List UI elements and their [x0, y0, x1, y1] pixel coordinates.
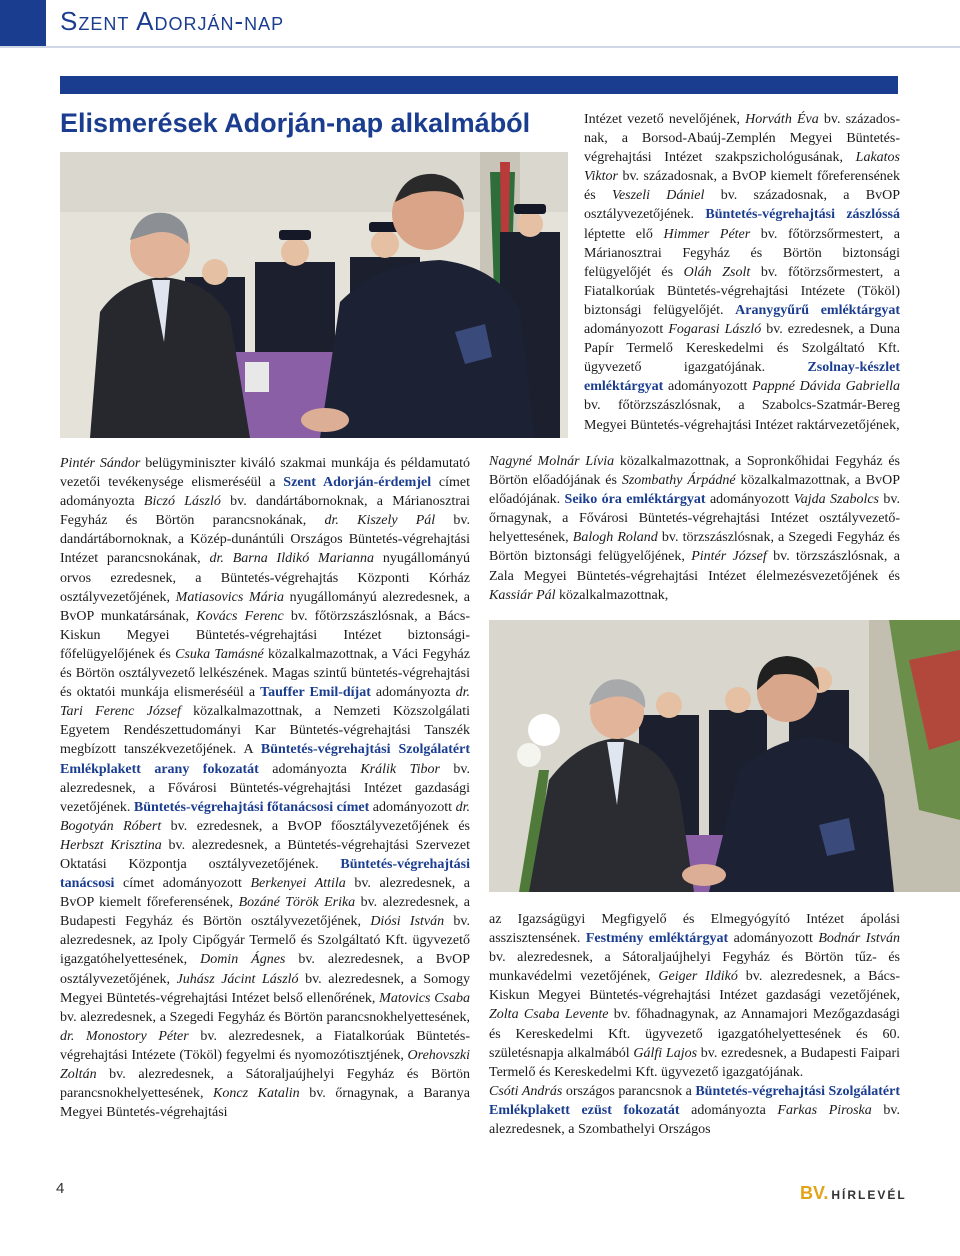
logo-bv: BV. — [800, 1183, 829, 1203]
header-color-tab — [0, 0, 46, 46]
section-title: Szent Adorján-nap — [60, 6, 285, 36]
article-headline: Elismerések Adorján-nap alkalmából — [60, 108, 531, 138]
article-text-right-top: Intézet vezető nevelőjének, Horváth Éva bv. századosnak, a Borsod-Abaúj-Zemplén Megyei Büntetés-végrehajtási Intézet szakpszichológusának, Lakatos Viktor bv. századosnak, a BvOP kiemelt főreferensének és Veszeli Dániel bv. századosnak, a BvOP osztályvezetőjének. Büntetés-végrehajtási zászlóssá léptette elő Himmer Péter bv. főtörzsőrmestert, a Márianosztrai Fegyház és Börtön biztonsági felügyelőjét és Oláh Zsolt bv. főtörzsőrmestert, a Fiatalkorúak Büntetés-végrehajtási Intézete (Tököl) biztonsági felügyelőjét. Aranygyűrű emléktárgyat adományozott Fogarasi László bv. ezredesnek, a Duna Papír Termelő Kereskedelmi és Szolgáltató Kft. ügyvezető igazgatójának. Zsolnay-készlet emléktárgyat adományozott Pappné Dávida Gabriella bv. főtörzszászlósnak, a Szabolcs-Szatmár-Bereg Megyei Büntetés-végrehajtási Intézet raktárvezetőjének, — [584, 112, 900, 433]
article-text-right-mid: Nagyné Molnár Lívia közalkalmazottnak, a Sopronkőhidai Fegyház és Börtön előadójának és Szombathy Árpádné közalkalmazottnak, a BvOP előadójának. Seiko óra emléktárgyat adományozott Vajda Szabolcs bv. őrnagynak, a Fővárosi Büntetés-végrehajtási Intézet osztályvezető-helyettesének, Balogh Roland bv. törzszászlósnak, a Szegedi Fegyház és Börtön biztonsági felügyelőjének, Pintér József bv. törzszászlósnak, a Zala Megyei Büntetés-végrehajtási Intézet élelmezésvezetőjének és Kassiár Pál közalkalmazottnak, — [489, 454, 900, 603]
article-text-right-bottom: az Igazságügyi Megfigyelő és Elmegyógyító Intézet ápolási asszisztensének. Festmény emléktárgyat adományozott Bodnár István bv. alezredesnek, a Sátoraljaújhelyi Fegyház és Börtön tűz- és munkavédelmi vezetőjének, Geiger Ildikó bv. alezredesnek, a Bács-Kiskun Megyei Büntetés-végrehajtási Intézet gazdasági vezetőjének, Zolta Csaba Levente bv. főhadnagynak, az Annamajori Mezőgazdasági és Kereskedelmi Kft. ügyvezető igazgatóhelyettesének és 60. születésnapja alkalmából Gálfi Lajos bv. ezredesnek, a Budapesti Faipari Termelő és Kereskedelmi Kft. ügyvezető igazgatójának. Csóti András országos parancsnok a Büntetés-végrehajtási Szolgálatért Emlékplakett ezüst fokozatát adományozta Farkas Piroska bv. alezredesnek, a Szombathelyi Országos — [489, 912, 900, 1138]
award-ceremony-photo-1 — [60, 152, 568, 438]
page-number: 4 — [56, 1180, 65, 1197]
page-header — [0, 0, 960, 48]
award-ceremony-photo-2 — [489, 620, 960, 892]
headline-bar — [60, 76, 898, 94]
article-text-left: Pintér Sándor belügyminiszter kiváló szakmai munkája és példamutató vezetői tevékenysége elismeréséül a Szent Adorján-érdemjel címet adományozta Biczó László bv. dandártábornoknak, a Márianosztrai Fegyház és Börtön parancsnokának, dr. Kiszely Pál bv. dandártábornoknak, a Közép-dunántúli Országos Büntetés-végrehajtási Intézet parancsnokának, dr. Barna Ildikó Marianna nyugállományú orvos ezredesnek, a Büntetés-végrehajtás Központi Kórház osztályvezetőjének, Matiasovics Mária nyugállományú alezredesnek, a BvOP munkatársának, Kovács Ferenc bv. főtörzszászlósnak, a Bács-Kiskun Megyei Büntetés-végrehajtási Intézet biztonsági-főfelügyelőjének és Csuka Tamásné közalkalmazottnak, a Váci Fegyház és Börtön osztályvezető lelkészének. Magas szintű büntetés-végrehajtási és oktatói munkája elismeréséül a Tauffer Emil-díjat adományozta dr. Tari Ferenc József közalkalmazottnak, a Nemzeti Közszolgálati Egyetem Rendészettudományi Kar Büntetés-végrehajtási Tanszék megbízott tanszékvezetőjének. A Büntetés-végrehajtási Szolgálatért Emlékplakett arany fokozatát adományozta Králik Tibor bv. alezredesnek, a Fővárosi Büntetés-végrehajtási Intézet gazdasági vezetőjének. Büntetés-végrehajtási főtanácsosi címet adományozott dr. Bogotyán Róbert bv. ezredesnek, a BvOP főosztályvezetőjének és Herbszt Krisztina bv. alezredesnek, a Büntetés-végrehajtási Szervezet Oktatási Központja osztályvezetőjének. Büntetés-végrehajtási tanácsosi címet adományozott Berkenyei Attila bv. alezredesnek, a BvOP kiemelt főreferensének, Bozáné Török Erika bv. alezredesnek, a Budapesti Fegyház és Börtön osztályvezetőjének, Diósi István bv. alezredesnek, az Ipoly Cipőgyár Termelő és Szolgáltató Kft. ügyvezető igazgatóhelyettesének, Domin Ágnes bv. alezredesnek, a BvOP osztályvezetőjének, Juhász Jácint László bv. alezredesnek, a Somogy Megyei Büntetés-végrehajtási Intézet belső ellenőrének, Matovics Csaba bv. alezredesnek, a Szegedi Fegyház és Börtön parancsnokhelyettesének, dr. Monostory Péter bv. alezredesnek, a Fiatalkorúak Büntetés-végrehajtási Intézete (Tököl) fegyelmi és nyomozótisztjének, Orehovszki Zoltán bv. alezredesnek, a Sátoraljaújhelyi Fegyház és Börtön parancsnokhelyettesének, Koncz Katalin bv. őrnagynak, a Baranya Megyei Büntetés-végrehajtási — [60, 456, 470, 1121]
logo-hirlevel: HÍRLEVÉL — [831, 1188, 907, 1202]
bv-hirlevel-logo — [800, 1183, 907, 1204]
